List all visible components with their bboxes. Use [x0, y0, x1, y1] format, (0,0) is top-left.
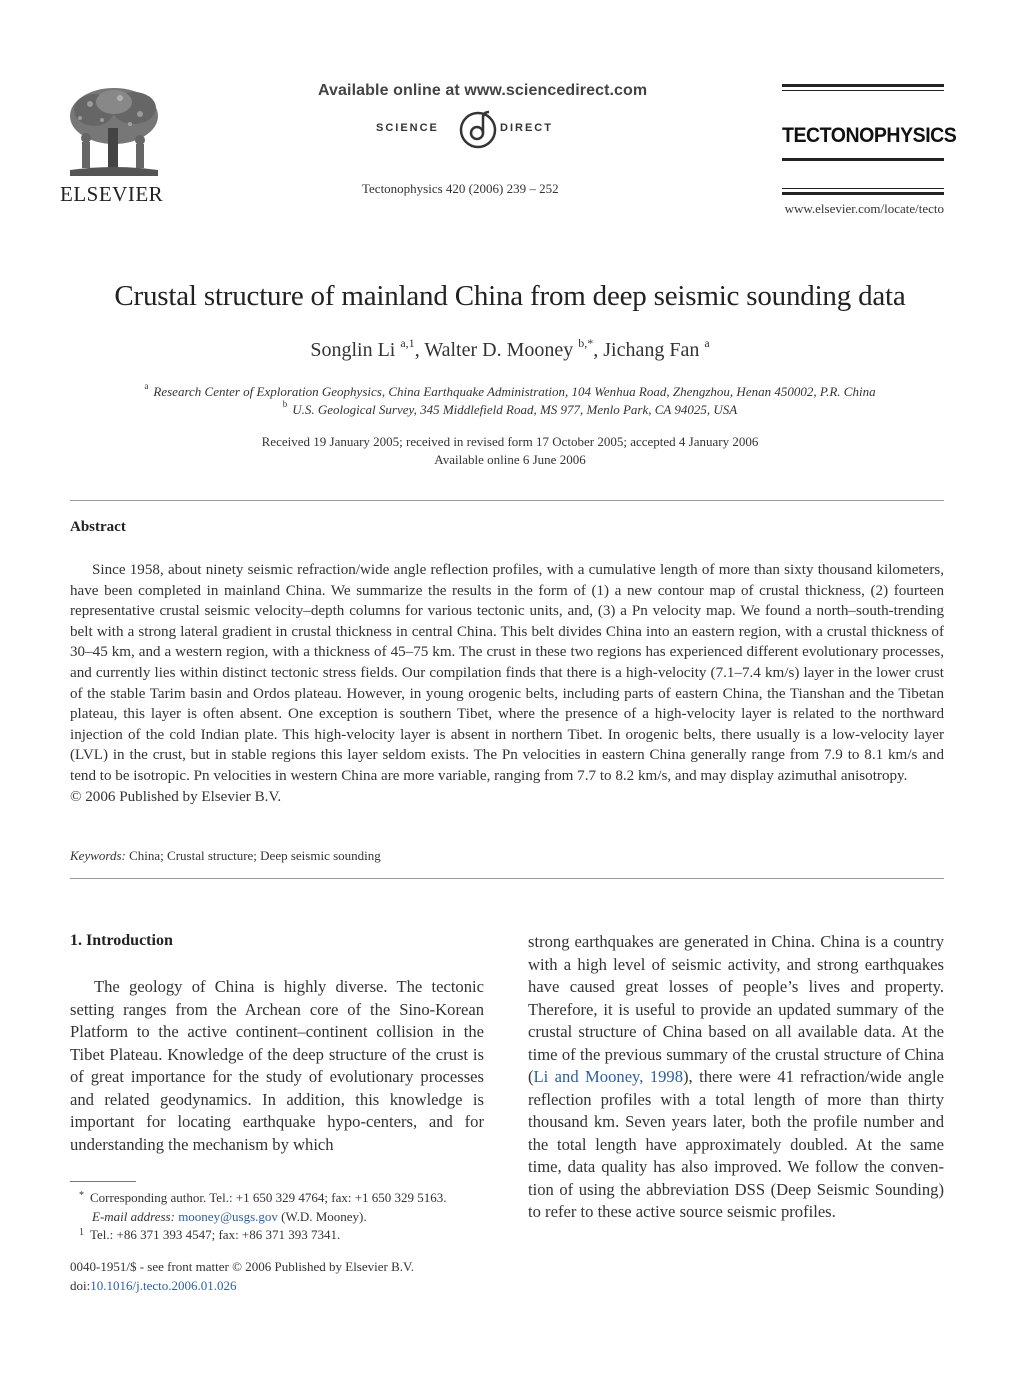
sciencedirect-availability[interactable]: Available online at www.sciencedirect.com	[318, 82, 648, 99]
author-separator: ,	[593, 339, 604, 361]
journal-url-link[interactable]: www.elsevier.com/locate/tecto	[784, 201, 944, 216]
sciencedirect-science-word: SCIENCE	[376, 122, 439, 134]
divider	[70, 500, 944, 501]
abstract-paragraph: Since 1958, about ninety seismic refraction/wide angle reflection profiles, with a cumulative length of more than sixty thousand kilometers, have been completed in mainland China. We summarize the results in the form of (1) a new contour map of crustal thickness, (2) fourteen representative crustal seismic velocity–depth columns for various tectonic units, and, (3) a Pn velocity map. We found a north–south-trending belt with a strong lateral gradient in crustal thickness in central China. This belt divides China into an eastern region, with a crustal thickness of 30–45 km, and a western region, with a thickness of 45–75 km. The crust in these two regions has experienced different evolutionary processes, and currently lies within distinct tectonic stress fields. Our compilation finds that there is a high-velocity (7.1–7.4 km/s) layer in the lower crust of the stable Tarim basin and Ordos plateau. However, in young orogenic belts, including parts of eastern China, the Tianshan and the Tibetan plateau, this layer is often absent. One exception is southern Tibet, where the presence of a high-velocity layer is related to the northward injection of the cold Indian plate. This high-velocity layer is absent in northern Tibet. In orogenic belts, there usually is a low-velocity layer (LVL) in the crust, but in stable regions this layer seldom exists. The Pn velocities in eastern China generally range from 7.9 to 8.1 km/s and tend to be isotropic. Pn velocities in western China are more variable, ranging from 7.7 to 8.2 km/s, and may display azimuthal anisotropy.	[70, 562, 944, 784]
sciencedirect-d-icon	[458, 108, 498, 152]
affiliation-mark: a	[144, 381, 149, 391]
email-label: E-mail address:	[92, 1209, 175, 1224]
keywords-label: Keywords:	[70, 848, 126, 863]
paragraph-text: strong earthquakes are generated in China. China is a country with a high level of seismic activity, and strong earthquakes have caused great losses of people’s lives and property. Therefore, it is useful to provide an updated summary of the crustal structure of China based on all available data. At the time of the previous summary of the crustal structure of China (	[528, 932, 944, 1086]
affiliation-text: Research Center of Exploration Geophysics, China Earthquake Administration, 104 Wenhua Road, Zhengzhou, Henan 450002, P.R. China	[153, 384, 876, 399]
brand-rule	[782, 158, 944, 161]
divider	[70, 878, 944, 879]
citation-link[interactable]: Li and Mooney, 1998	[533, 1067, 684, 1086]
brand-rule	[782, 90, 944, 91]
author-name[interactable]: Songlin Li	[310, 339, 396, 361]
footnote-mark: 1	[79, 1227, 84, 1238]
email-owner: (W.D. Mooney).	[281, 1209, 367, 1224]
author-phone-note	[70, 1227, 340, 1243]
author-separator: ,	[414, 339, 425, 361]
email-link[interactable]: mooney@usgs.gov	[178, 1209, 278, 1224]
affiliation	[0, 399, 1020, 418]
article-title: Crustal structure of mainland China from deep seismic sounding data	[114, 280, 906, 312]
left-column-paragraph: The geology of China is highly diverse. The tectonic setting ranges from the Archean core of the Sino-Korean Platform to the active continent–continent collision in the Tibet Plateau. Knowledge of the deep structure of the crust is of great importance for the study of evolutionary processes and related geodynamics. In addition, this knowledge is important for locating earthquake hypo-centers, and for understanding the mechanism by which	[70, 977, 484, 1154]
received-dates: Received 19 January 2005; received in revised form 17 October 2005; accepted 4 January 2006	[261, 434, 759, 449]
affiliation-mark: b	[282, 399, 288, 409]
brand-rule	[782, 84, 944, 87]
footnote-mark: *	[79, 1190, 84, 1201]
brand-rule	[782, 192, 944, 195]
section-heading: 1. Introduction	[70, 932, 173, 949]
footnote-text: Corresponding author. Tel.: +1 650 329 4764; fax: +1 650 329 5163.	[90, 1190, 447, 1205]
doi-label: doi:	[70, 1278, 91, 1293]
abstract-copyright: © 2006 Published by Elsevier B.V.	[70, 788, 282, 805]
abstract-text	[70, 560, 944, 807]
author-name[interactable]: Jichang Fan	[603, 339, 700, 361]
abstract-heading: Abstract	[70, 519, 126, 535]
affiliation	[0, 381, 1020, 400]
journal-name: TECTONOPHYSICS	[782, 124, 957, 147]
doi-link[interactable]: 10.1016/j.tecto.2006.01.026	[90, 1278, 237, 1293]
author-name[interactable]: Walter D. Mooney	[424, 339, 574, 361]
right-column-paragraph	[528, 931, 944, 1224]
corresponding-author-note	[70, 1190, 447, 1206]
footnote-text: Tel.: +86 371 393 4547; fax: +86 371 393 7341.	[90, 1227, 341, 1242]
elsevier-tree-icon	[60, 84, 168, 180]
journal-citation: Tectonophysics 420 (2006) 239 – 252	[362, 181, 559, 196]
available-online-date: Available online 6 June 2006	[434, 452, 586, 467]
sciencedirect-direct-word: DIRECT	[500, 122, 553, 134]
paragraph-text: ), there were 41 refraction/wide angle reflection profiles with a total length of more than thirty thousand km. Seven years later, both the profile number and the total length have approximately doubled. At the same time, data quality has also improved. We follow the conven-tion of using the abbreviation DSS (Deep Seismic Sounding) to refer to these active source seismic profiles.	[528, 1067, 944, 1221]
keywords	[70, 848, 381, 864]
journal-header	[0, 0, 1020, 230]
author-marks: a	[704, 336, 710, 350]
issn-line: 0040-1951/$ - see front matter © 2006 Published by Elsevier B.V.	[70, 1259, 414, 1274]
doi-line	[70, 1278, 236, 1294]
affiliation-text: U.S. Geological Survey, 345 Middlefield Road, MS 977, Menlo Park, CA 94025, USA	[292, 402, 738, 417]
author-list	[0, 336, 1020, 362]
sciencedirect-logo[interactable]	[376, 108, 586, 156]
journal-brand	[782, 84, 957, 216]
elsevier-wordmark: ELSEVIER	[60, 182, 164, 206]
author-marks: b,*	[578, 336, 594, 350]
brand-rule	[782, 188, 944, 189]
email-note	[70, 1209, 367, 1225]
footnote-rule	[70, 1181, 136, 1182]
elsevier-logo[interactable]	[60, 84, 172, 207]
author-marks: a,1	[400, 336, 415, 350]
keywords-list: China; Crustal structure; Deep seismic sounding	[129, 848, 381, 863]
